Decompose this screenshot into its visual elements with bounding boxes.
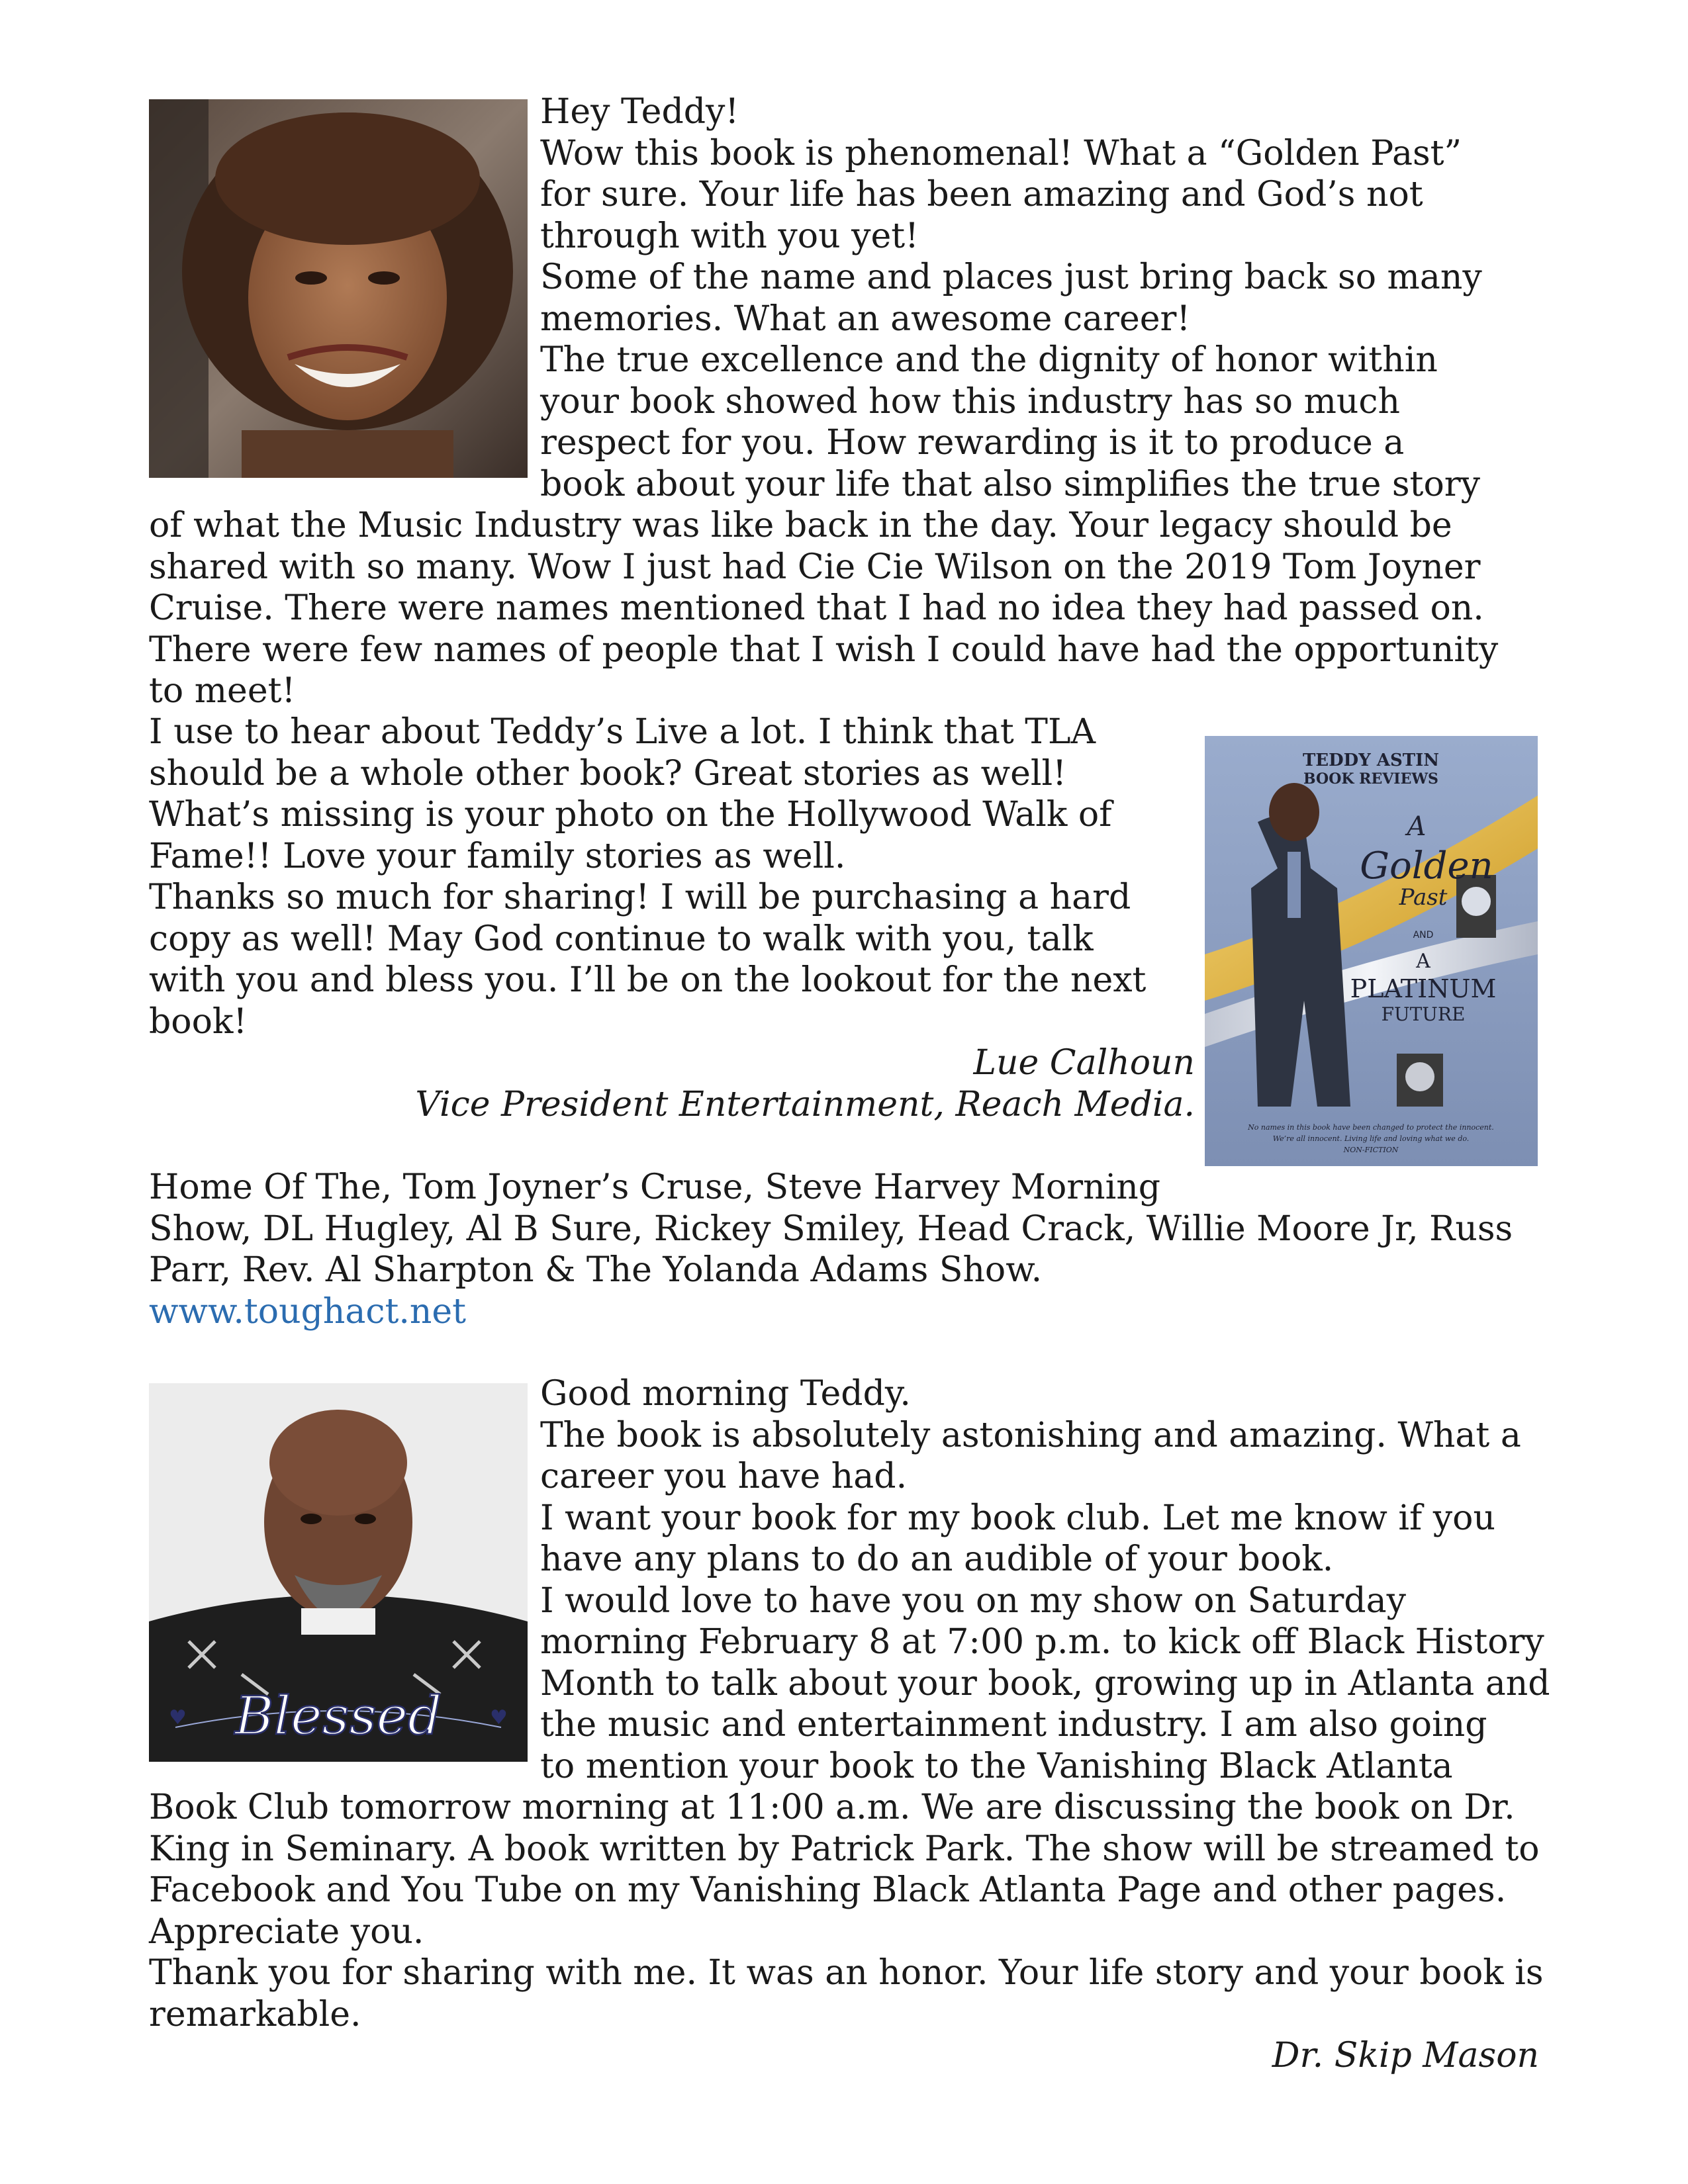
- text-line: to mention your book to the Vanishing Black Atlanta: [540, 1746, 1453, 1786]
- cover-title-a: A: [1407, 811, 1427, 842]
- cover-subtitle: BOOK REVIEWS: [1303, 770, 1438, 788]
- text-line: I want your book for my book club. Let me know if you: [540, 1498, 1495, 1538]
- text-line: to meet!: [149, 671, 296, 711]
- review-1-body: [149, 505, 1498, 712]
- text-line: career you have had.: [540, 1457, 908, 1496]
- reviewer-photo-skip-mason: [149, 1383, 528, 1762]
- review-2-intro: [540, 1373, 1550, 1787]
- text-line: book!: [149, 1001, 248, 1042]
- text-line: morning February 8 at 7:00 p.m. to kick off Black History: [540, 1622, 1544, 1662]
- text-line: book about your life that also simplifies the true story: [540, 464, 1480, 504]
- cover-footer-2: We’re all innocent. Living life and loving what we do.: [1272, 1134, 1470, 1143]
- text-line: Fame!! Love your family stories as well.: [149, 836, 846, 876]
- signature-name: Dr. Skip Mason: [1272, 2036, 1539, 2075]
- text-line: remarkable.: [149, 1994, 361, 2034]
- text-line: with you and bless you. I’ll be on the lookout for the next: [149, 960, 1147, 1000]
- cover-title-platinum: PLATINUM: [1350, 974, 1497, 1003]
- text-line: Facebook and You Tube on my Vanishing Black Atlanta Page and other pages.: [149, 1870, 1507, 1910]
- text-line: Good morning Teddy.: [540, 1374, 911, 1414]
- text-line: Wow this book is phenomenal! What a “Golden Past”: [540, 133, 1462, 173]
- cover-title-golden: Golden: [1360, 844, 1493, 887]
- text-line: copy as well! May God continue to walk with you, talk: [149, 919, 1094, 959]
- text-line: I use to hear about Teddy’s Live a lot. I think that TLA: [149, 712, 1096, 752]
- text-line: have any plans to do an audible of your book.: [540, 1539, 1334, 1579]
- text-line: The book is absolutely astonishing and amazing. What a: [540, 1415, 1521, 1455]
- cover-title-a2: A: [1416, 950, 1430, 973]
- text-line: The true excellence and the dignity of honor within: [540, 340, 1438, 380]
- text-line: Show, DL Hugley, Al B Sure, Rickey Smiley, Head Crack, Willie Moore Jr, Russ: [149, 1208, 1513, 1249]
- text-line: Month to talk about your book, growing up in Atlanta and: [540, 1663, 1550, 1704]
- text-line: shared with so many. Wow I just had Cie Cie Wilson on the 2019 Tom Joyner: [149, 547, 1481, 587]
- cover-title-past: Past: [1399, 884, 1448, 911]
- review-2-signature: [149, 2035, 1539, 2077]
- text-line: There were few names of people that I wish I could have had the opportunity: [149, 629, 1499, 670]
- text-line: Parr, Rev. Al Sharpton & The Yolanda Adams Show.: [149, 1250, 1043, 1290]
- heart-icon: ♥: [169, 1706, 187, 1729]
- review-1-intro: [540, 91, 1482, 505]
- text-line: through with you yet!: [540, 216, 919, 256]
- text-line: What’s missing is your photo on the Hollywood Walk of: [149, 795, 1112, 835]
- text-line: Hey Teddy!: [540, 92, 739, 132]
- text-line: your book showed how this industry has so much: [540, 381, 1401, 422]
- text-line: of what the Music Industry was like back in the day. Your legacy should be: [149, 506, 1452, 545]
- photo-caption-blessed: Blessed: [234, 1685, 442, 1747]
- review-2-body: [149, 1787, 1544, 2035]
- text-line: Cruise. There were names mentioned that I had no idea they had passed on.: [149, 588, 1484, 628]
- text-line: King in Seminary. A book written by Patrick Park. The show will be streamed to: [149, 1829, 1540, 1869]
- text-line: Appreciate you.: [149, 1911, 424, 1952]
- text-line: for sure. Your life has been amazing and God’s not: [540, 175, 1423, 214]
- website-link[interactable]: www.toughact.net: [149, 1291, 467, 1332]
- cover-footer-1: No names in this book have been changed to protect the innocent.: [1248, 1123, 1494, 1132]
- text-line: Some of the name and places just bring back so many: [540, 257, 1482, 297]
- text-line: memories. What an awesome career!: [540, 298, 1191, 339]
- cover-author: TEDDY ASTIN: [1302, 751, 1440, 770]
- cover-footer-3: NON-FICTION: [1343, 1146, 1399, 1154]
- text-line: Thanks so much for sharing! I will be purchasing a hard: [149, 878, 1131, 917]
- heart-icon: ♥: [490, 1706, 508, 1729]
- text-line: should be a whole other book? Great stories as well!: [149, 753, 1067, 794]
- text-line: the music and entertainment industry. I am also going: [540, 1705, 1487, 1745]
- cover-title-future: FUTURE: [1381, 1003, 1466, 1025]
- text-line: respect for you. How rewarding is it to produce a: [540, 423, 1405, 463]
- review-1-closing: [149, 711, 1146, 1042]
- reviewer-photo-lue-calhoun: [149, 99, 528, 478]
- text-line: Book Club tomorrow morning at 11:00 a.m. We are discussing the book on Dr.: [149, 1788, 1515, 1827]
- review-1-signature: [149, 1042, 1195, 1125]
- book-cover-image: [1205, 736, 1538, 1166]
- text-line: I would love to have you on my show on Saturday: [540, 1580, 1406, 1621]
- signature-title: Vice President Entertainment, Reach Media.: [415, 1084, 1195, 1124]
- text-line: Home Of The, Tom Joyner’s Cruse, Steve Harvey Morning: [149, 1167, 1161, 1207]
- signature-name: Lue Calhoun: [973, 1043, 1195, 1083]
- cover-title-and: AND: [1413, 930, 1434, 940]
- company-info: [149, 1167, 1513, 1332]
- text-line: Thank you for sharing with me. It was an honor. Your life story and your book is: [149, 1953, 1544, 1993]
